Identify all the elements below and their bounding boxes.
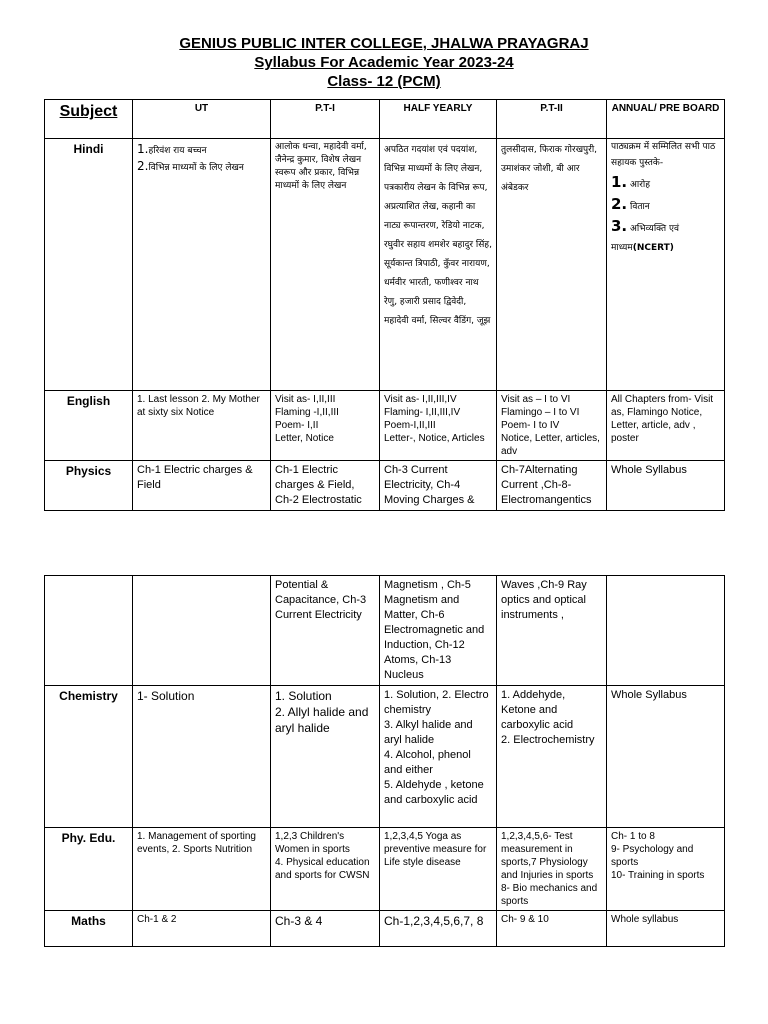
annual-cell: Whole syllabus (607, 911, 725, 947)
ut-cell: Ch-1 & 2 (133, 911, 271, 947)
annual-cell (607, 576, 725, 686)
pt2-cell: 1,2,3,4,5,6- Test measurement in sports,7 Physiology and Injuries in sports 8- Bio mechanics and sports (497, 828, 607, 911)
pt1-cell: Potential & Capacitance, Ch-3 Current Electricity (271, 576, 380, 686)
column-header-half-yearly: HALF YEARLY (380, 100, 497, 139)
list-number: 2. (611, 195, 628, 213)
list-text: आरोह (630, 180, 651, 190)
column-header-pt2: P.T-II (497, 100, 607, 139)
pt1-cell: 1,2,3 Children's Women in sports 4. Physical education and sports for CWSN (271, 828, 380, 911)
annual-cell: Ch- 1 to 8 9- Psychology and sports 10- Training in sports (607, 828, 725, 911)
pt2-cell: Visit as – I to VI Flamingo – I to VI Poem- I to IV Notice, Letter, articles, adv (497, 391, 607, 461)
ut-cell: Ch-1 Electric charges & Field (133, 461, 271, 511)
ut-cell (133, 576, 271, 686)
table-row-hindi (45, 139, 725, 391)
pt1-cell: Ch-3 & 4 (271, 911, 380, 947)
ut-cell: 1- Solution (133, 686, 271, 828)
pt1-cell: Ch-1 Electric charges & Field, Ch-2 Electrostatic (271, 461, 380, 511)
annual-books-label: सहायक पुस्तके- (611, 158, 664, 168)
list-text: अभिव्यक्ति एवं (630, 224, 679, 234)
column-header-subject: Subject (45, 100, 133, 139)
column-header-annual: ANNUAL/ PRE BOARD (607, 100, 725, 139)
annual-cell: Whole Syllabus (607, 461, 725, 511)
annual-cell: All Chapters from- Visit as, Flamingo Notice, Letter, article, adv , poster (607, 391, 725, 461)
table-row-maths (45, 911, 725, 947)
subject-cell: English (45, 391, 133, 461)
list-text: माध्यम (611, 243, 633, 253)
list-text: हरिवंश राय बच्चन (148, 146, 207, 156)
column-header-pt1: P.T-I (271, 100, 380, 139)
document-header (0, 34, 768, 91)
table-header-row (45, 100, 725, 139)
annual-intro: पाठ्यक्रम में सम्मिलित सभी पाठ (611, 142, 716, 152)
school-name: GENIUS PUBLIC INTER COLLEGE, JHALWA PRAYAGRAJ (179, 35, 589, 52)
list-number: 1. (137, 142, 149, 156)
half-yearly-cell: Visit as- I,II,III,IV Flaming- I,II,III,IV Poem-I,II,III Letter-, Notice, Articles (380, 391, 497, 461)
class-title: Class- 12 (PCM) (327, 73, 441, 90)
pt2-cell: Ch-7Alternating Current ,Ch-8- Electromangentics (497, 461, 607, 511)
pt1-cell: आलोक धन्वा, महादेवी वर्मा, जैनेन्द्र कुमार, विशेष लेखन स्वरूप और प्रकार, विभिन्न माध्यमों के लिए लेखन (271, 139, 380, 391)
pt2-cell: Ch- 9 & 10 (497, 911, 607, 947)
subject-cell: Chemistry (45, 686, 133, 828)
pt1-cell: 1. Solution 2. Allyl halide and aryl halide (271, 686, 380, 828)
ut-cell: 1. Last lesson 2. My Mother at sixty six Notice (133, 391, 271, 461)
table-row-physics (45, 461, 725, 511)
table-row-phy-edu (45, 828, 725, 911)
half-yearly-cell: 1,2,3,4,5 Yoga as preventive measure for Life style disease (380, 828, 497, 911)
pt1-cell: Visit as- I,II,III Flaming -I,II,III Poem- I,II Letter, Notice (271, 391, 380, 461)
annual-cell (607, 139, 725, 391)
half-yearly-cell: अपठित गदयांश एवं पदयांश, विभिन्न माध्यमों के लिए लेखन, पत्रकारीय लेखन के विभिन्न रूप, अप्रत्याशित लेख, कहानी का नाट्य रूपान्तरण, रेडियो नाटक, रघुवीर सहाय शमशेर बहादुर सिंह, सूर्यकान्त त्रिपाठी, कुँवर नारायण, धर्मवीर भारती, फणीश्वर नाथ रेणु, हजारी प्रसाद द्विवेदी, महादेवी वर्मा, सिल्वर वैडिंग, जूझ (380, 139, 497, 391)
subject-cell: Physics (45, 461, 133, 511)
pt2-cell: Waves ,Ch-9 Ray optics and optical instruments , (497, 576, 607, 686)
column-header-ut: UT (133, 100, 271, 139)
subject-cell: Hindi (45, 139, 133, 391)
pt2-cell: तुलसीदास, फिराक गोरखपुरी, उमाशंकर जोशी, बी आर अंबेडकर (497, 139, 607, 391)
list-text: वितान (630, 202, 650, 212)
syllabus-title: Syllabus For Academic Year 2023-24 (254, 54, 514, 71)
ncert-label: (NCERT) (632, 243, 674, 253)
table-row-physics-continued (45, 576, 725, 686)
subject-cell (45, 576, 133, 686)
list-number: 2. (137, 159, 149, 173)
list-number: 3. (611, 217, 628, 235)
subject-cell: Phy. Edu. (45, 828, 133, 911)
table-row-chemistry (45, 686, 725, 828)
list-text: विभिन्न माध्यमों के लिए लेखन (148, 163, 244, 173)
half-yearly-cell: Ch-1,2,3,4,5,6,7, 8 (380, 911, 497, 947)
syllabus-table-part-2 (44, 575, 725, 947)
syllabus-table-part-1 (44, 99, 725, 511)
ut-cell: 1. Management of sporting events, 2. Sports Nutrition (133, 828, 271, 911)
table-row-english (45, 391, 725, 461)
subject-cell: Maths (45, 911, 133, 947)
half-yearly-cell: Magnetism , Ch-5 Magnetism and Matter, Ch-6 Electromagnetic and Induction, Ch-12 Atoms, Ch-13 Nucleus (380, 576, 497, 686)
pt2-cell: 1. Addehyde, Ketone and carboxylic acid 2. Electrochemistry (497, 686, 607, 828)
list-number: 1. (611, 173, 628, 191)
half-yearly-cell: 1. Solution, 2. Electro chemistry 3. Alkyl halide and aryl halide 4. Alcohol, phenol and either 5. Aldehyde , ketone and carboxylic acid (380, 686, 497, 828)
half-yearly-cell: Ch-3 Current Electricity, Ch-4 Moving Charges & (380, 461, 497, 511)
annual-cell: Whole Syllabus (607, 686, 725, 828)
ut-cell (133, 139, 271, 391)
